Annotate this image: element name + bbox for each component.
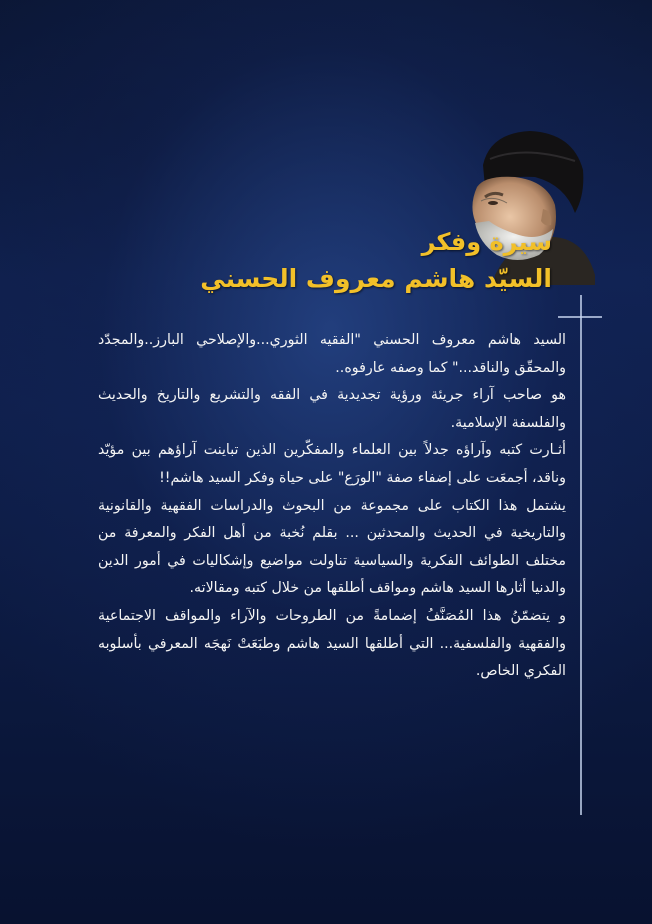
blurb-paragraph-4: يشتمل هذا الكتاب على مجموعة من البحوث والدراسات الفقهية والقانونية والتاريخية في الحديث والمحدثين ... بقلم نُخبة من أهل الفكر والمعرفة من مختلف الطوائف الفكرية والسياسية تناولت مواضيع وإشكاليات في أمور الدين والدنيا أثارها السيد هاشم ومواقف أطلقها من خلال كتبه ومقالاته. <box>98 497 566 597</box>
book-title-line1: سيرة وفكر <box>421 228 552 256</box>
blurb-paragraph-3: أثـارت كتبه وآراؤه جدلاً بين العلماء والمفكّرين الذين تباينت آراؤهم بين مؤيّد وناقد، أجمعَت على إضفاء صفة "الورَع" على حياة وفكر السيد هاشم!! <box>98 442 566 486</box>
book-title-line2: السيّد هاشم معروف الحسني <box>200 264 552 293</box>
decorative-vertical-rule <box>580 295 582 815</box>
blurb-paragraph-2: هو صاحب آراء جريئة ورؤية تجديدية في الفقه والتشريع والتاريخ والحديث والفلسفة الإسلامية. <box>98 387 566 431</box>
blurb-text <box>98 327 566 686</box>
blurb-paragraph-1: السيد هاشم معروف الحسني "الفقيه الثوري...والإصلاحي البارز..والمجدّد والمحقّق والناقد..." كما وصفه عارفوه.. <box>98 332 566 376</box>
blurb-paragraph-5: و يتضمّنُ هذا المُصَنَّفُ إضمامةً من الطروحات والآراء والمواقف الاجتماعية والفقهية والفلسفية... التي أطلقها السيد هاشم وطبَعَتْ نَهجَه المعرفي بأسلوبه الفكري الخاص. <box>98 607 566 680</box>
book-title-block <box>200 225 552 297</box>
decorative-horizontal-rule <box>558 316 602 318</box>
